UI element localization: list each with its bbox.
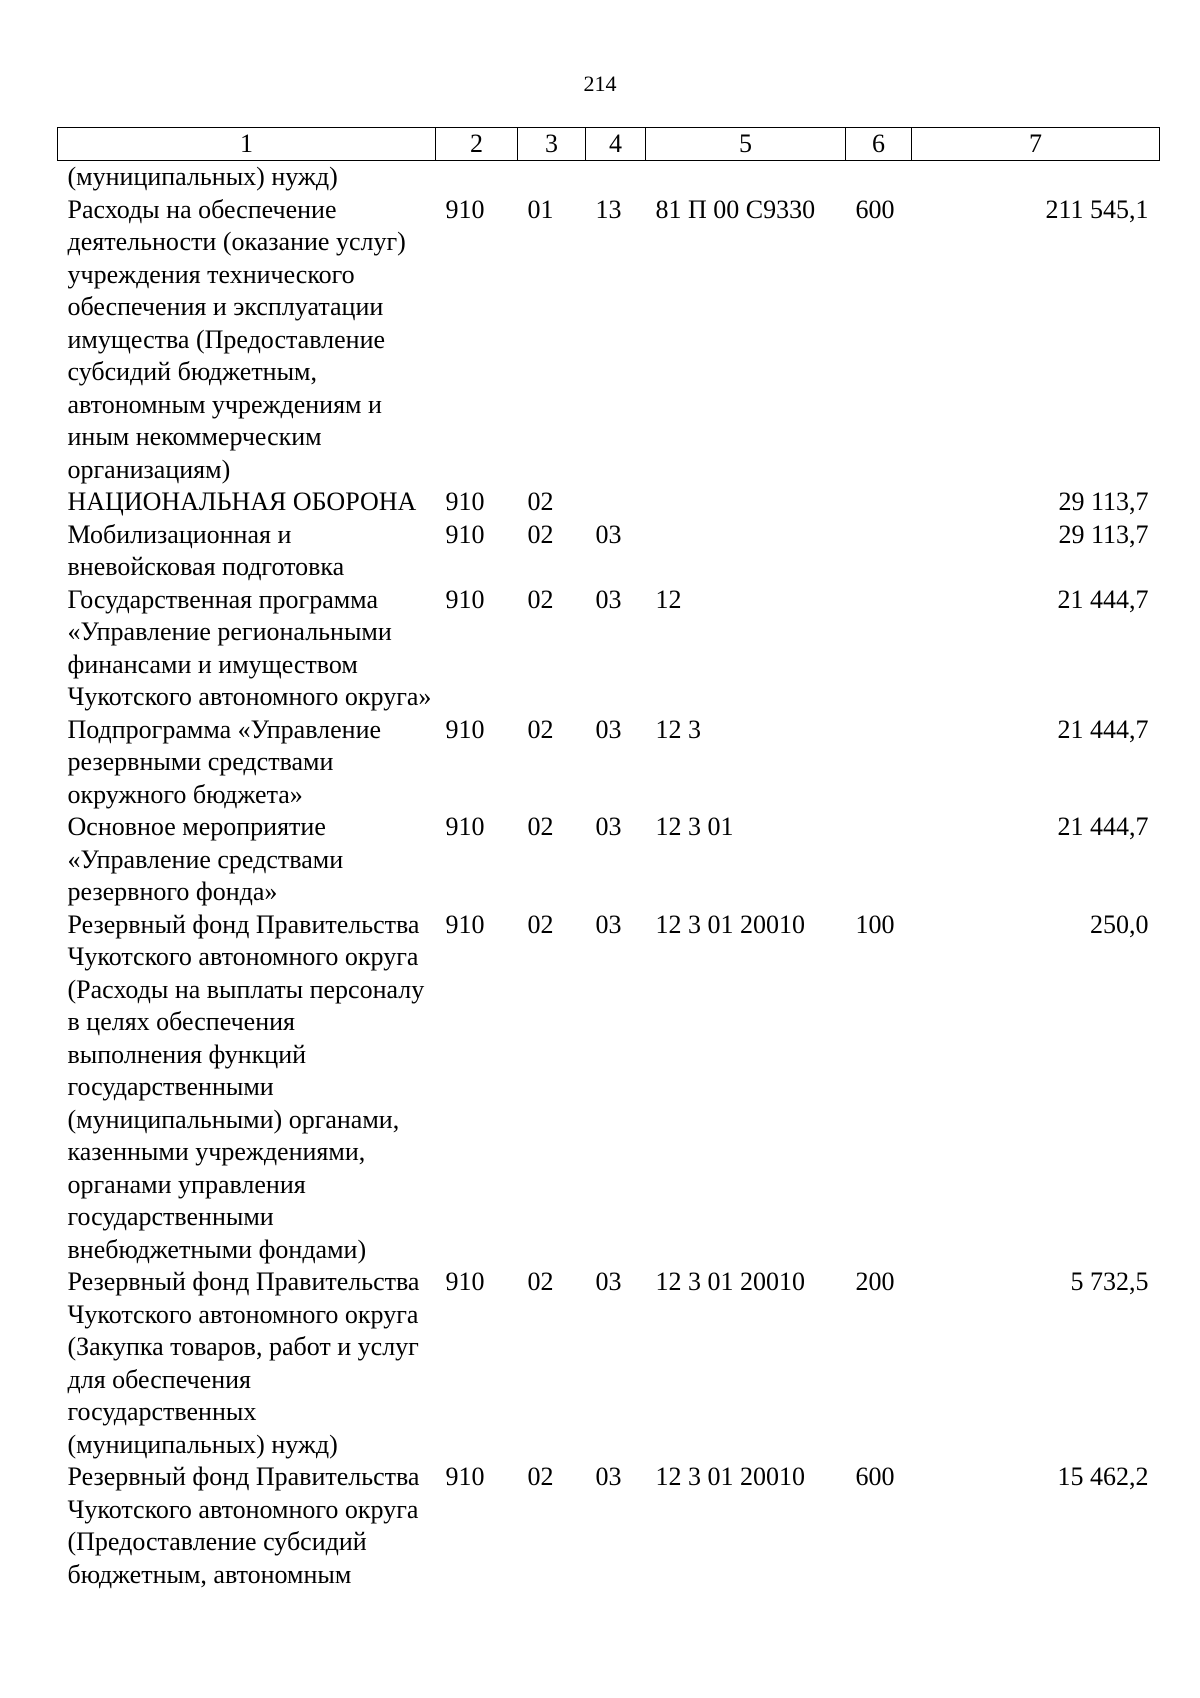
row-section-code <box>518 161 586 194</box>
row-ministry-code: 910 <box>445 1267 485 1296</box>
budget-table <box>57 127 1160 1591</box>
row-expense-type-code <box>846 486 912 519</box>
row-target-article-code: 12 3 <box>655 714 701 744</box>
header-row <box>58 128 1160 161</box>
page-number: 214 <box>583 71 617 96</box>
row-subsection-code: 03 <box>595 812 622 841</box>
header-cell-4: 4 <box>586 128 646 161</box>
table-row <box>58 584 1160 714</box>
table-row <box>58 1266 1160 1461</box>
row-target-article-code: 12 3 01 20010 <box>655 1462 805 1491</box>
row-target-article-code: 81 П 00 С9330 <box>655 194 816 224</box>
row-expense-type-code <box>846 811 912 909</box>
table-row <box>58 714 1160 812</box>
row-section-code: 01 <box>527 194 554 224</box>
header-cell-6: 6 <box>846 128 912 161</box>
row-section-code: 02 <box>527 1462 554 1491</box>
table-row <box>58 519 1160 584</box>
header-cell-1: 1 <box>58 128 436 161</box>
row-target-article-code: 12 3 01 20010 <box>655 1267 805 1296</box>
row-amount: 21 444,7 <box>1057 714 1149 744</box>
row-subsection-code: 03 <box>595 1267 622 1296</box>
row-amount: 15 462,2 <box>1057 1462 1149 1491</box>
row-subsection-code <box>586 161 646 194</box>
row-name-cell: Расходы на обеспечение деятельности (оказание услуг) учреждения технического обеспечения и эксплуатации имущества (Предоставление субсидий бюджетным, автономным учреждениям и иным некоммерческим организациям) <box>67 194 406 484</box>
row-ministry-code: 910 <box>445 487 485 516</box>
header-cell-2: 2 <box>436 128 518 161</box>
row-amount <box>912 161 1160 194</box>
row-name-cell: Резервный фонд Правительства Чукотского автономного округа (Предоставление субсидий бюджетным, автономным <box>67 1462 420 1589</box>
row-subsection-code: 03 <box>595 1462 622 1491</box>
row-amount: 29 113,7 <box>1058 519 1149 549</box>
row-section-code: 02 <box>527 519 554 549</box>
table-row <box>58 486 1160 519</box>
table-row <box>58 1461 1160 1591</box>
row-section-code: 02 <box>527 584 554 614</box>
row-ministry-code: 910 <box>445 519 485 549</box>
row-target-article-code: 12 3 01 20010 <box>655 909 805 939</box>
row-subsection-code: 03 <box>595 519 622 549</box>
row-name-cell: Основное мероприятие «Управление средствами резервного фонда» <box>67 812 344 906</box>
table-row <box>58 811 1160 909</box>
row-expense-type-code: 600 <box>855 194 895 224</box>
row-expense-type-code <box>846 161 912 194</box>
row-ministry-code: 910 <box>445 194 485 224</box>
row-ministry-code: 910 <box>445 909 485 939</box>
table-row <box>58 161 1160 194</box>
row-ministry-code: 910 <box>445 1462 485 1491</box>
row-target-article-code: 12 <box>655 584 682 614</box>
header-cell-5: 5 <box>646 128 846 161</box>
row-target-article-code <box>646 161 846 194</box>
row-name-cell: (муниципальных) нужд) <box>67 162 338 191</box>
row-subsection-code: 03 <box>595 909 622 939</box>
row-expense-type-code <box>846 584 912 714</box>
row-name-cell: Подпрограмма «Управление резервными средствами окружного бюджета» <box>67 714 382 809</box>
row-ministry-code: 910 <box>445 812 485 841</box>
row-expense-type-code: 100 <box>855 909 895 939</box>
row-target-article-code <box>646 519 846 584</box>
row-amount: 250,0 <box>1090 909 1149 939</box>
row-expense-type-code <box>846 714 912 812</box>
row-section-code: 02 <box>527 487 554 516</box>
row-section-code: 02 <box>527 909 554 939</box>
row-amount: 5 732,5 <box>1070 1267 1149 1296</box>
row-ministry-code: 910 <box>445 584 485 614</box>
table-body <box>58 161 1160 1592</box>
row-subsection-code: 03 <box>595 584 622 614</box>
header-cell-3: 3 <box>518 128 586 161</box>
row-section-code: 02 <box>527 812 554 841</box>
row-name-cell: Мобилизационная и вневойсковая подготовка <box>67 519 345 581</box>
row-amount: 21 444,7 <box>1057 812 1149 841</box>
row-amount: 21 444,7 <box>1057 584 1149 614</box>
row-name-cell: Государственная программа «Управление региональными финансами и имуществом Чукотского автономного округа» <box>67 584 432 711</box>
row-amount: 211 545,1 <box>1045 194 1149 224</box>
row-name-cell: Резервный фонд Правительства Чукотского автономного округа (Расходы на выплаты персоналу в целях обеспечения выполнения функций государственными (муниципальными) органами, казенными учреждениями, органами управления государственными внебюджетными фондами) <box>67 909 425 1264</box>
row-expense-type-code: 200 <box>855 1267 895 1296</box>
row-expense-type-code: 600 <box>855 1462 895 1491</box>
row-subsection-code <box>586 486 646 519</box>
row-subsection-code: 03 <box>595 714 622 744</box>
row-section-code: 02 <box>527 1267 554 1296</box>
row-subsection-code: 13 <box>595 194 622 224</box>
table-row <box>58 194 1160 487</box>
row-target-article-code: 12 3 01 <box>655 812 734 841</box>
table-row <box>58 909 1160 1267</box>
row-section-code: 02 <box>527 714 554 744</box>
row-amount: 29 113,7 <box>1058 487 1149 516</box>
row-target-article-code <box>646 486 846 519</box>
row-name-cell: Резервный фонд Правительства Чукотского автономного округа (Закупка товаров, работ и услуг для обеспечения государственных (муниципальных) нужд) <box>67 1267 420 1459</box>
row-ministry-code: 910 <box>445 714 485 744</box>
header-cell-7: 7 <box>912 128 1160 161</box>
row-name-cell: НАЦИОНАЛЬНАЯ ОБОРОНА <box>67 487 417 516</box>
row-ministry-code <box>436 161 518 194</box>
row-expense-type-code <box>846 519 912 584</box>
